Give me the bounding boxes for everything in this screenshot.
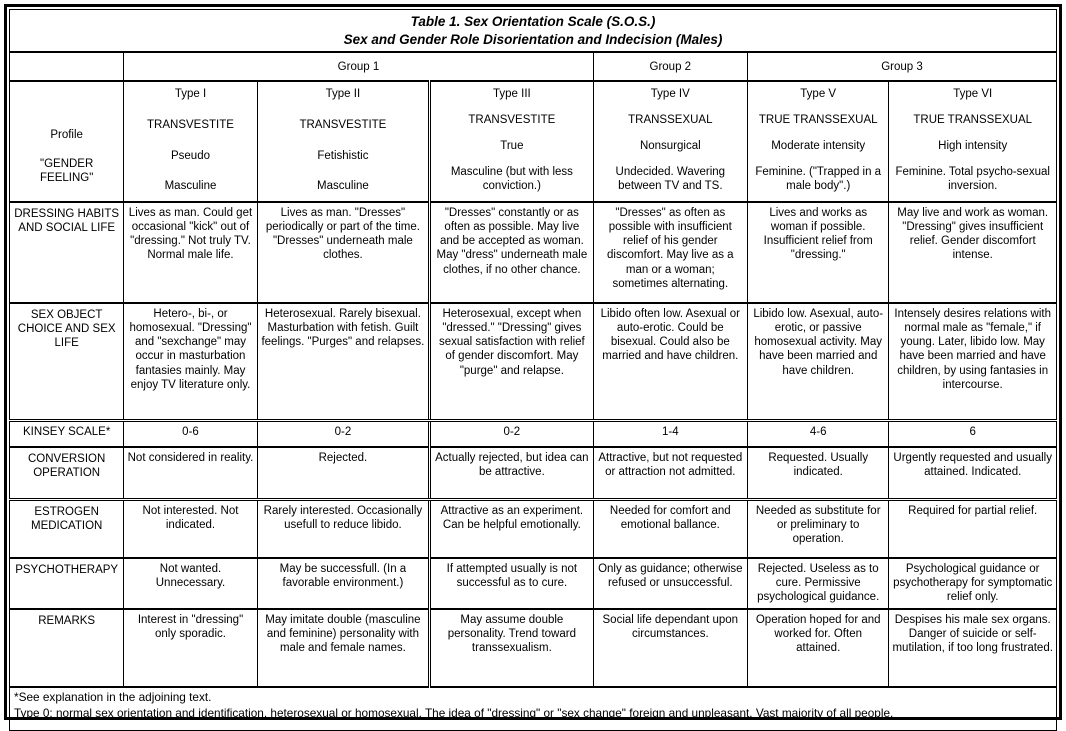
cell-kinsey-type-4: 1-4	[593, 421, 747, 448]
cell-conversion-type-6: Urgently requested and usually attained. Indicated.	[889, 447, 1057, 500]
cell-estrogen-type-2: Rarely interested. Occasionally usefull to reduce libido.	[257, 500, 429, 559]
cell-kinsey-type-5: 4-6	[748, 421, 889, 448]
cell-sex-type-2: Heterosexual. Rarely bisexual. Masturbation with fetish. Guilt feelings. "Purges" and relapses.	[257, 303, 429, 421]
cell-sex-type-1: Hetero-, bi-, or homosexual. "Dressing" and "sexchange" may occur in masturbation fantasies mainly. May enjoy TV literature only.	[124, 303, 257, 421]
title-line-1: Table 1. Sex Orientation Scale (S.O.S.)	[410, 14, 656, 29]
group-header-spacer	[10, 52, 124, 81]
cell-dressing-type-3: "Dresses" constantly or as often as possible. May live and be accepted as woman. May "dress" underneath male clothes, if no other chance.	[430, 202, 593, 303]
cell-conversion-type-4: Attractive, but not requested or attraction not admitted.	[593, 447, 747, 500]
cell-psychotherapy-type-6: Psychological guidance or psychotherapy for symptomatic relief only.	[889, 558, 1057, 609]
cell-remarks-type-2: May imitate double (masculine and feminine) personality with male and female names.	[257, 609, 429, 687]
cell-dressing-type-6: May live and work as woman. "Dressing" gives insufficient relief. Gender discomfort intense.	[889, 202, 1057, 303]
footnote-row	[10, 687, 1057, 731]
cell-dressing-type-1: Lives as man. Could get occasional "kick" out of "dressing." Not truly TV. Normal male life.	[124, 202, 257, 303]
type-1-subtype: Pseudo	[170, 149, 210, 162]
type-4-category: TRANSSEXUAL	[628, 114, 713, 127]
cell-psychotherapy-type-1: Not wanted. Unnecessary.	[124, 558, 257, 609]
cell-psychotherapy-type-2: May be successfull. (In a favorable environment.)	[257, 558, 429, 609]
title-line-2: Sex and Gender Role Disorientation and Indecision (Males)	[343, 32, 723, 48]
cell-psychotherapy-type-5: Rejected. Useless as to cure. Permissive psychological guidance.	[748, 558, 889, 609]
type-1-gender-feeling: Masculine	[164, 180, 217, 193]
sos-table	[9, 9, 1057, 731]
cell-remarks-type-4: Social life dependant upon circumstances.	[593, 609, 747, 687]
profile-label-line-2: "GENDER FEELING"	[40, 157, 94, 184]
cell-sex-type-5: Libido low. Asexual, auto-erotic, or passive homosexual activity. May have been married and have children.	[748, 303, 889, 421]
group-1-header: Group 1	[124, 52, 593, 81]
type-1-category: TRANSVESTITE	[147, 119, 234, 132]
cell-dressing-type-5: Lives and works as woman if possible. Insufficient relief from "dressing."	[748, 202, 889, 303]
type-4-gender-feeling: Undecided. Wavering between TV and TS.	[615, 166, 726, 193]
remarks-row	[10, 609, 1057, 687]
cell-estrogen-type-3: Attractive as an experiment. Can be helpful emotionally.	[430, 500, 593, 559]
footnote-1: *See explanation in the adjoining text.	[14, 690, 212, 705]
conversion-row	[10, 447, 1057, 500]
row-label-dressing: DRESSING HABITS AND SOCIAL LIFE	[10, 202, 124, 303]
type-4-subtype: Nonsurgical	[639, 140, 701, 153]
kinsey-row	[10, 421, 1057, 448]
cell-remarks-type-3: May assume double personality. Trend toward transsexualism.	[430, 609, 593, 687]
row-label-psychotherapy: PSYCHOTHERAPY	[10, 558, 124, 609]
cell-conversion-type-5: Requested. Usually indicated.	[748, 447, 889, 500]
row-label-remarks: REMARKS	[10, 609, 124, 687]
sex-object-row	[10, 303, 1057, 421]
type-1-label: Type I	[174, 88, 207, 101]
footnote-2: Type 0: normal sex orientation and identification, heterosexual or homosexual. The idea of "dressing" or "sex change" foreign and unpleasant. Vast majority of all people.	[14, 706, 894, 721]
cell-dressing-type-2: Lives as man. "Dresses" periodically or part of the time. "Dresses" underneath male clothes.	[257, 202, 429, 303]
type-5-category: TRUE TRANSSEXUAL	[758, 114, 878, 127]
estrogen-row	[10, 500, 1057, 559]
cell-estrogen-type-6: Required for partial relief.	[889, 500, 1057, 559]
cell-conversion-type-1: Not considered in reality.	[124, 447, 257, 500]
type-2-label: Type II	[325, 88, 361, 101]
type-5-label: Type V	[800, 88, 837, 101]
psychotherapy-row	[10, 558, 1057, 609]
type-6-label: Type VI	[953, 88, 993, 101]
profile-cell-type-2	[257, 81, 429, 202]
type-2-subtype: Fetishistic	[317, 149, 369, 162]
cell-conversion-type-3: Actually rejected, but idea can be attractive.	[430, 447, 593, 500]
cell-estrogen-type-1: Not interested. Not indicated.	[124, 500, 257, 559]
profile-label-line-1: Profile	[50, 128, 83, 141]
row-label-conversion: CONVERSION OPERATION	[10, 447, 124, 500]
profile-cell-type-4	[593, 81, 747, 202]
type-3-subtype: True	[500, 140, 524, 153]
table-frame	[4, 4, 1062, 720]
profile-cell-type-5	[748, 81, 889, 202]
cell-kinsey-type-6: 6	[889, 421, 1057, 448]
profile-row	[10, 81, 1057, 202]
cell-sex-type-3: Heterosexual, except when "dressed." "Dressing" gives sexual satisfaction with relief of gender discomfort. May "purge" and relapse.	[430, 303, 593, 421]
group-2-header: Group 2	[593, 52, 747, 81]
type-5-gender-feeling: Feminine. ("Trapped in a male body".)	[755, 166, 882, 193]
dressing-row	[10, 202, 1057, 303]
cell-remarks-type-5: Operation hoped for and worked for. Often attained.	[748, 609, 889, 687]
profile-cell-type-1	[124, 81, 257, 202]
cell-estrogen-type-5: Needed as substitute for or preliminary to operation.	[748, 500, 889, 559]
cell-dressing-type-4: "Dresses" as often as possible with insufficient relief of his gender discomfort. May live as a man or a woman; sometimes alternating.	[593, 202, 747, 303]
type-5-subtype: Moderate intensity	[771, 140, 866, 153]
row-label-kinsey: KINSEY SCALE*	[10, 421, 124, 448]
profile-cell-type-6	[889, 81, 1057, 202]
type-6-category: TRUE TRANSSEXUAL	[913, 114, 1033, 127]
group-3-header: Group 3	[748, 52, 1057, 81]
type-6-subtype: High intensity	[938, 140, 1008, 153]
row-label-sex-object: SEX OBJECT CHOICE AND SEX LIFE	[10, 303, 124, 421]
profile-cell-type-3	[430, 81, 593, 202]
table-title	[10, 10, 1057, 53]
cell-conversion-type-2: Rejected.	[257, 447, 429, 500]
cell-remarks-type-6: Despises his male sex organs. Danger of suicide or self-mutilation, if too long frustrated.	[889, 609, 1057, 687]
cell-psychotherapy-type-4: Only as guidance; otherwise refused or unsuccessful.	[593, 558, 747, 609]
type-2-gender-feeling: Masculine	[317, 180, 369, 193]
group-header-row	[10, 52, 1057, 81]
cell-sex-type-6: Intensely desires relations with normal male as "female," if young. Later, libido low. May have been married and have children, by using fantasies in intercourse.	[889, 303, 1057, 421]
title-row	[10, 10, 1057, 53]
type-3-category: TRANSVESTITE	[468, 114, 556, 127]
type-3-label: Type III	[493, 88, 531, 101]
cell-kinsey-type-3: 0-2	[430, 421, 593, 448]
footnotes	[10, 687, 1057, 731]
cell-kinsey-type-1: 0-6	[124, 421, 257, 448]
cell-remarks-type-1: Interest in "dressing" only sporadic.	[124, 609, 257, 687]
type-4-label: Type IV	[650, 88, 690, 101]
cell-kinsey-type-2: 0-2	[257, 421, 429, 448]
cell-estrogen-type-4: Needed for comfort and emotional ballance.	[593, 500, 747, 559]
cell-psychotherapy-type-3: If attempted usually is not successful as to cure.	[430, 558, 593, 609]
row-label-estrogen: ESTROGEN MEDICATION	[10, 500, 124, 559]
cell-sex-type-4: Libido often low. Asexual or auto-erotic. Could be bisexual. Could also be married and have children.	[593, 303, 747, 421]
type-6-gender-feeling: Feminine. Total psycho-sexual inversion.	[895, 166, 1050, 193]
row-label-profile	[10, 81, 124, 202]
type-2-category: TRANSVESTITE	[299, 119, 387, 132]
type-3-gender-feeling: Masculine (but with less conviction.)	[450, 166, 573, 193]
